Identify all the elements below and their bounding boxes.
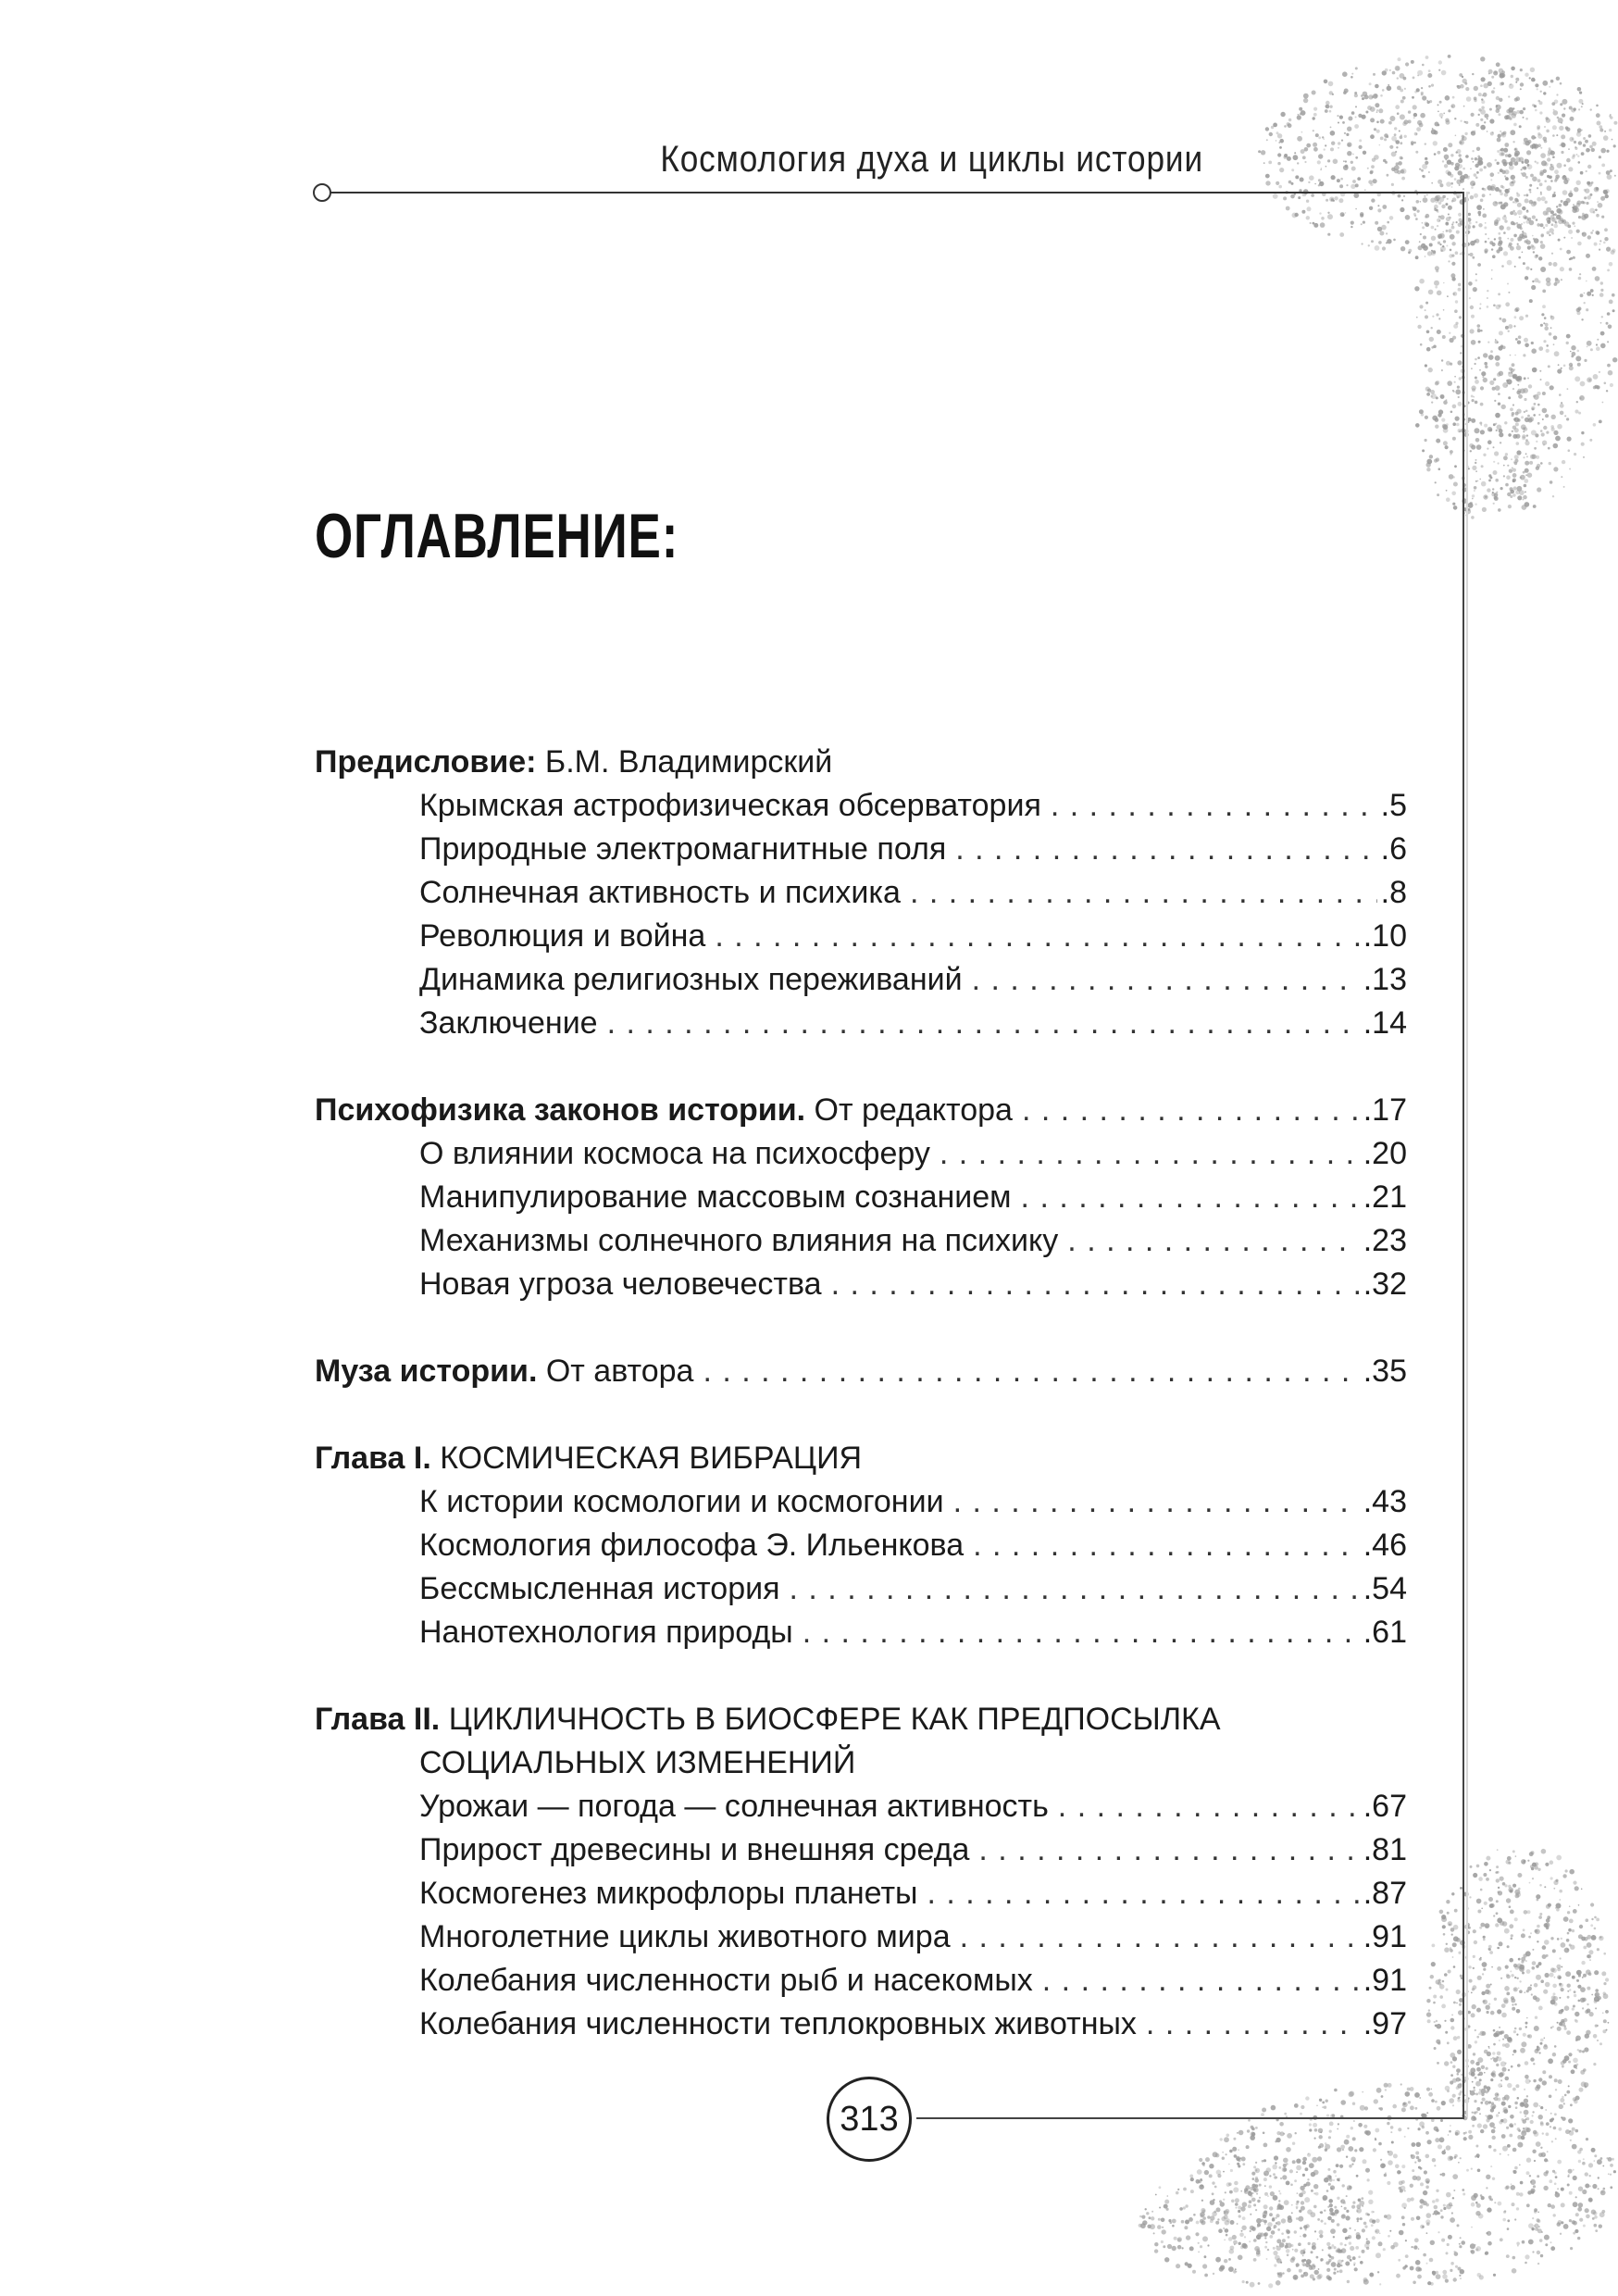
toc-section-continuation: СОЦИАЛЬНЫХ ИЗМЕНЕНИЙ (419, 1745, 856, 1780)
toc-entry (419, 871, 1407, 914)
toc-entry-label: Механизмы солнечного влияния на психику (419, 1223, 1059, 1258)
toc-entry-label: К истории космологии и космогонии (419, 1484, 944, 1519)
toc-section-rest: От автора (537, 1354, 694, 1389)
toc-entry-page: .8 (1380, 875, 1407, 910)
toc-section-label (315, 1350, 693, 1392)
toc-leader-dots (790, 1567, 1360, 1610)
toc-entry (419, 1219, 1407, 1262)
toc-leader-dots (1042, 1959, 1360, 2002)
toc-leader-dots (910, 871, 1377, 914)
toc-section-page: .35 (1363, 1354, 1407, 1389)
toc-leader-dots (715, 915, 1359, 957)
running-header-title: Космология духа и циклы истории (660, 139, 1203, 180)
toc-entry (419, 1176, 1407, 1218)
toc-section-bold: Глава I. (315, 1441, 431, 1476)
toc-leader-dots (803, 1611, 1360, 1653)
toc-entry-label: Космогенез микрофлоры планеты (419, 1876, 918, 1911)
toc-leader-dots (927, 1872, 1359, 1915)
toc-entry-page: .14 (1363, 1005, 1407, 1041)
toc-leader-dots (703, 1350, 1359, 1392)
toc-entry-label: Колебания численности рыб и насекомых (419, 1963, 1033, 1998)
toc-leader-dots (960, 1915, 1360, 1958)
toc-entry-label: Революция и война (419, 918, 706, 954)
toc-entry (419, 1611, 1407, 1653)
toc-entry-page: .21 (1363, 1179, 1407, 1215)
toc-leader-dots (955, 828, 1376, 870)
toc-leader-dots (972, 958, 1360, 1001)
toc-entry (419, 1132, 1407, 1175)
toc-entry-label: Прирост древесины и внешняя среда (419, 1832, 970, 1867)
toc-entry (419, 1524, 1407, 1566)
toc-entry-page: .54 (1363, 1571, 1407, 1606)
toc-entry (419, 784, 1407, 827)
toc-leader-dots (1051, 784, 1377, 827)
toc-entry-page: .61 (1363, 1615, 1407, 1650)
toc-entry-page: .13 (1363, 962, 1407, 997)
toc-leader-dots (1067, 1219, 1359, 1262)
toc-section-rest: КОСМИЧЕСКАЯ ВИБРАЦИЯ (430, 1441, 863, 1476)
toc-section-label (315, 1698, 1221, 1741)
toc-leader-dots (607, 1002, 1360, 1044)
toc-section-muse (315, 1350, 1407, 1392)
toc-entry-label: Заключение (419, 1005, 598, 1041)
toc-section-psychophysics (315, 1089, 1407, 1131)
toc-entry (419, 1002, 1407, 1044)
header-rule (326, 192, 1462, 193)
toc-entry (419, 1567, 1407, 1610)
toc-entry-label: Нанотехнология природы (419, 1615, 793, 1650)
toc-leader-dots (1058, 1785, 1360, 1828)
toc-entry-page: .20 (1363, 1136, 1407, 1171)
toc-entry-page: .23 (1363, 1223, 1407, 1258)
toc-section-label (315, 1089, 1013, 1131)
toc-entry-label: Бессмысленная история (419, 1571, 780, 1606)
page-number-text: 313 (840, 2099, 899, 2139)
toc-entry-label: Солнечная активность и психика (419, 875, 901, 910)
frame-right-edge (1462, 192, 1464, 2117)
toc-section-bold: Глава II. (315, 1702, 441, 1737)
toc-entry-label: Динамика религиозных переживаний (419, 962, 963, 997)
toc-entry (419, 2003, 1407, 2045)
toc-entry-page: .67 (1363, 1789, 1407, 1824)
toc-section-label (315, 741, 832, 783)
toc-section-chapter-2 (315, 1698, 1407, 1741)
toc-entry-page: .43 (1363, 1484, 1407, 1519)
toc-entry (419, 1959, 1407, 2002)
toc-heading: ОГЛАВЛЕНИЕ: (315, 501, 679, 571)
toc-entry (419, 1263, 1407, 1305)
toc-entry (419, 915, 1407, 957)
toc-entry-label: Природные электромагнитные поля (419, 831, 947, 867)
footer-rule (916, 2117, 1464, 2119)
toc-entry-page: .5 (1380, 788, 1407, 823)
toc-entry-label: Многолетние циклы животного мира (419, 1919, 951, 1954)
toc-section-bold: Предисловие: (315, 744, 537, 780)
toc-entry-label: Крымская астрофизическая обсерватория (419, 788, 1041, 823)
toc-section-chapter-1 (315, 1437, 1407, 1479)
toc-section-label (315, 1437, 862, 1479)
toc-entry-label: О влиянии космоса на психосферу (419, 1136, 930, 1171)
toc-entry-page: .91 (1363, 1963, 1407, 1998)
toc-entry-page: .32 (1363, 1267, 1407, 1302)
toc-section-rest: От редактора (805, 1092, 1013, 1128)
toc-leader-dots (831, 1263, 1360, 1305)
toc-section-preface (315, 741, 1407, 783)
toc-entry-page: .81 (1363, 1832, 1407, 1867)
toc-leader-dots (940, 1132, 1360, 1175)
toc-entry-label: Новая угроза человечества (419, 1267, 822, 1302)
toc-section-rest: ЦИКЛИЧНОСТЬ В БИОСФЕРЕ КАК ПРЕДПОСЫЛКА (440, 1702, 1221, 1737)
toc-entry (419, 1872, 1407, 1915)
toc-leader-dots (1022, 1089, 1360, 1131)
toc-section-bold: Психофизика законов истории. (315, 1092, 806, 1128)
toc-entry (419, 1915, 1407, 1958)
toc-entry-page: .6 (1380, 831, 1407, 867)
toc-entry (419, 1828, 1407, 1871)
toc-entry (419, 1785, 1407, 1828)
toc-leader-dots (973, 1524, 1360, 1566)
header-rule-endpoint (313, 183, 331, 202)
toc-entry-label: Манипулирование массовым сознанием (419, 1179, 1012, 1215)
toc-entry (419, 958, 1407, 1001)
toc-entry-page: .97 (1363, 2006, 1407, 2041)
toc-entry (419, 828, 1407, 870)
toc-entry-page: .87 (1363, 1876, 1407, 1911)
toc-leader-dots (1021, 1176, 1360, 1218)
toc-entry (419, 1480, 1407, 1523)
toc-entry-page: .10 (1363, 918, 1407, 954)
toc-leader-dots (953, 1480, 1360, 1523)
toc-section-rest: Б.М. Владимирский (536, 744, 833, 780)
toc-leader-dots (978, 1828, 1359, 1871)
toc-entry-label: Колебания численности теплокровных животных (419, 2006, 1137, 2041)
toc-leader-dots (1146, 2003, 1360, 2045)
toc-entry-page: .91 (1363, 1919, 1407, 1954)
toc-section-bold: Муза истории. (315, 1354, 538, 1389)
toc-entry-label: Урожаи — погода — солнечная активность (419, 1789, 1049, 1824)
page-number-badge (827, 2077, 912, 2162)
toc-entry-label: Космология философа Э. Ильенкова (419, 1528, 965, 1563)
toc-section-page: .17 (1363, 1092, 1407, 1128)
toc-entry-page: .46 (1363, 1528, 1407, 1563)
